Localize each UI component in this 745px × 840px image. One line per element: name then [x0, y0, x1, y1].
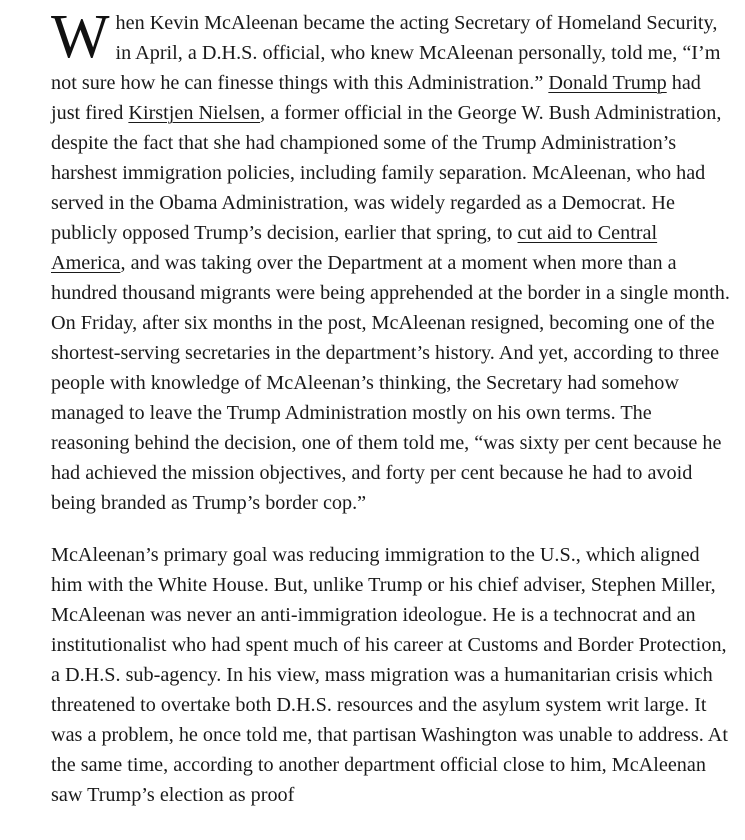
article-paragraph-1	[51, 3, 731, 518]
paragraph-text: hen Kevin McAleenan became the acting Secretary of Homeland Security, in April, a D.H.S. official, who knew McAleenan personally, told me, “I’m not sure how he can finesse things with this Administration.”	[51, 12, 721, 94]
article-body	[51, 3, 731, 832]
paragraph-text: had just fired	[51, 72, 701, 124]
link-donald-trump[interactable]: Donald Trump	[548, 72, 667, 94]
link-cut-aid-to-central-america[interactable]: cut aid to Central America	[51, 222, 658, 274]
paragraph-text: , and was taking over the Department at a moment when more than a hundred thousand migrants were being apprehended at the border in a single month. On Friday, after six months in the post, McAleenan resigned, becoming one of the shortest-serving secretaries in the department’s history. And yet, according to three people with knowledge of McAleenan’s thinking, the Secretary had somehow managed to leave the Trump Administration mostly on his own terms. The reasoning behind the decision, one of them told me, “was sixty per cent because he had achieved the mission objectives, and forty per cent because he had to avoid being branded as Trump’s border cop.”	[51, 252, 730, 514]
paragraph-text: , a former official in the George W. Bush Administration, despite the fact that she had championed some of the Trump Administration’s harshest immigration policies, including family separation. McAleenan, who had served in the Obama Administration, was widely regarded as a Democrat. He publicly opposed Trump’s decision, earlier that spring, to	[51, 102, 722, 244]
link-kirstjen-nielsen[interactable]: Kirstjen Nielsen	[128, 102, 261, 124]
drop-cap: W	[51, 3, 110, 71]
article-paragraph-2: McAleenan’s primary goal was reducing immigration to the U.S., which aligned him with the White House. But, unlike Trump or his chief adviser, Stephen Miller, McAleenan was never an anti-immigration ideologue. He is a technocrat and an institutionalist who had spent much of his career at Customs and Border Protection, a D.H.S. sub-agency. In his view, mass migration was a humanitarian crisis which threatened to overtake both D.H.S. resources and the asylum system writ large. It was a problem, he once told me, that partisan Washington was unable to address. At the same time, according to another department official close to him, McAleenan saw Trump’s election as proof	[51, 544, 728, 806]
